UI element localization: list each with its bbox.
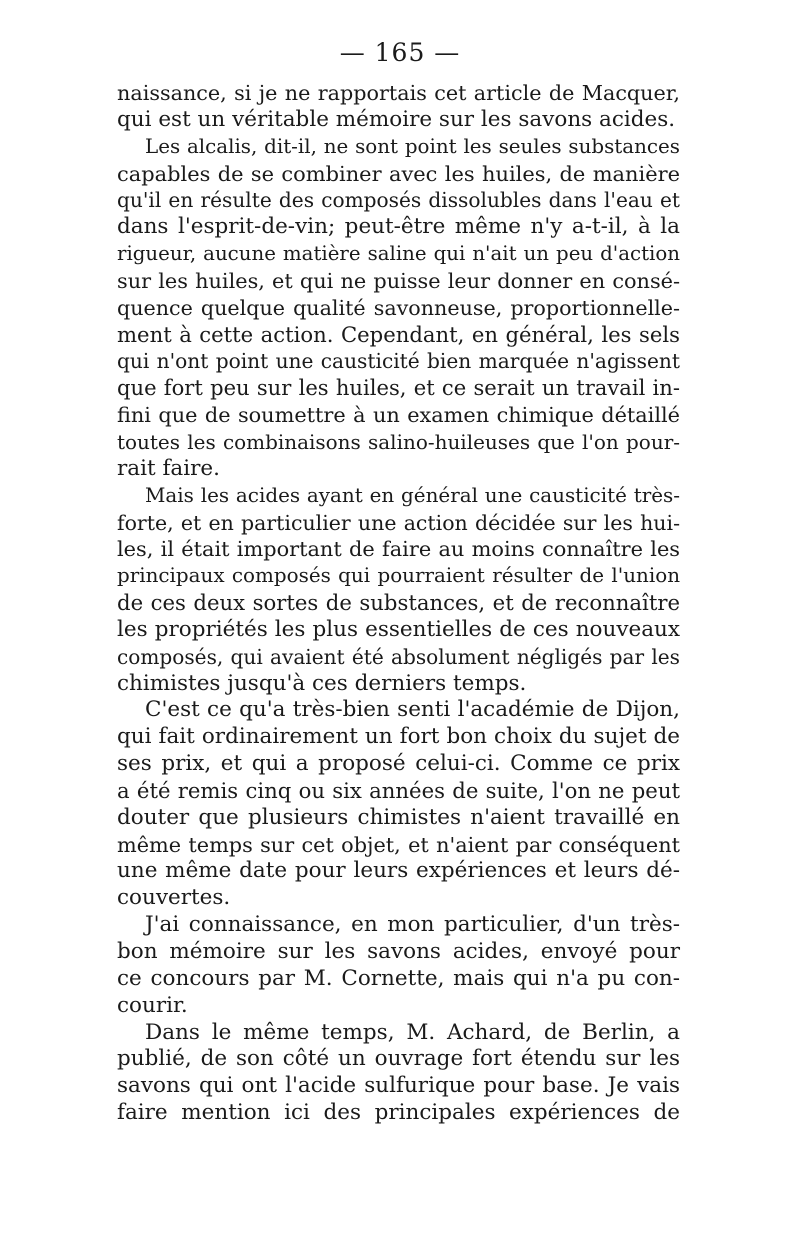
text-line: les propriétés les plus essentielles de ces nouveaux — [117, 616, 680, 642]
text-line: ses prix, et qui a proposé celui-ci. Comme ce prix — [117, 751, 680, 777]
text-line: C'est ce qu'a très-bien senti l'académie de Dijon, — [145, 697, 680, 723]
text-line: J'ai connaissance, en mon particulier, d'un très- — [145, 912, 680, 938]
text-line: qui est un véritable mémoire sur les savons acides. — [117, 106, 676, 132]
text-line: ment à cette action. Cependant, en général, les sels — [117, 321, 680, 347]
text-line: a été remis cinq ou six années de suite, l'on ne peut — [117, 777, 680, 803]
text-line: fini que de soumettre à un examen chimique détaillé — [117, 403, 680, 428]
text-line: courir. — [117, 992, 188, 1018]
text-line: rigueur, aucune matière saline qui n'ait un peu d'action — [117, 242, 680, 266]
text-line: naissance, si je ne rapportais cet article de Macquer, — [117, 81, 680, 105]
text-line: rait faire. — [117, 455, 220, 481]
text-line: publié, de son côté un ouvrage fort étendu sur les — [117, 1046, 680, 1072]
body-text — [117, 80, 680, 1127]
text-line: principaux composés qui pourraient résulter de l'union — [117, 564, 680, 588]
text-line: douter que plusieurs chimistes n'aient travaillé en — [117, 804, 680, 830]
text-line: de ces deux sortes de substances, et de reconnaître — [117, 590, 680, 616]
text-line: faire mention ici des principales expériences de — [117, 1100, 680, 1126]
text-line: chimistes jusqu'à ces derniers temps. — [117, 670, 527, 696]
text-line: bon mémoire sur les savons acides, envoyé pour — [117, 939, 680, 964]
text-line: capables de se combiner avec les huiles, de manière — [117, 161, 680, 186]
text-line: qui fait ordinairement un fort bon choix du sujet de — [117, 724, 680, 750]
text-line: savons qui ont l'acide sulfurique pour base. Je vais — [117, 1073, 680, 1099]
text-line: Les alcalis, dit-il, ne sont point les seules substances — [145, 134, 680, 158]
text-line: qu'il en résulte des composés dissolubles dans l'eau et — [117, 188, 680, 213]
text-line: Mais les acides ayant en général une causticité très- — [145, 483, 680, 507]
text-line: quence quelque qualité savonneuse, proportionnelle- — [117, 295, 680, 320]
page-number: — 165 — — [339, 38, 461, 67]
text-line: sur les huiles, et qui ne puisse leur donner en consé- — [117, 268, 680, 293]
text-line: même temps sur cet objet, et n'aient par conséquent — [117, 832, 680, 857]
text-line: qui n'ont point une causticité bien marquée n'agissent — [117, 349, 680, 374]
text-line: forte, et en particulier une action décidée sur les hui- — [117, 510, 680, 535]
text-line: dans l'esprit-de-vin; peut-être même n'y a-t-il, à la — [117, 214, 680, 240]
text-line: composés, qui avaient été absolument négligés par les — [117, 644, 680, 669]
text-line: ce concours par M. Cornette, mais qui n'a pu con- — [117, 965, 680, 991]
text-line: que fort peu sur les huiles, et ce serait un travail in- — [117, 375, 680, 401]
text-line: Dans le même temps, M. Achard, de Berlin, a — [145, 1019, 680, 1045]
text-line: une même date pour leurs expériences et leurs dé- — [117, 858, 680, 884]
text-line: couvertes. — [117, 885, 231, 911]
text-line: les, il était important de faire au moins connaître les — [117, 537, 680, 562]
text-line: toutes les combinaisons salino-huileuses que l'on pour- — [117, 429, 680, 454]
